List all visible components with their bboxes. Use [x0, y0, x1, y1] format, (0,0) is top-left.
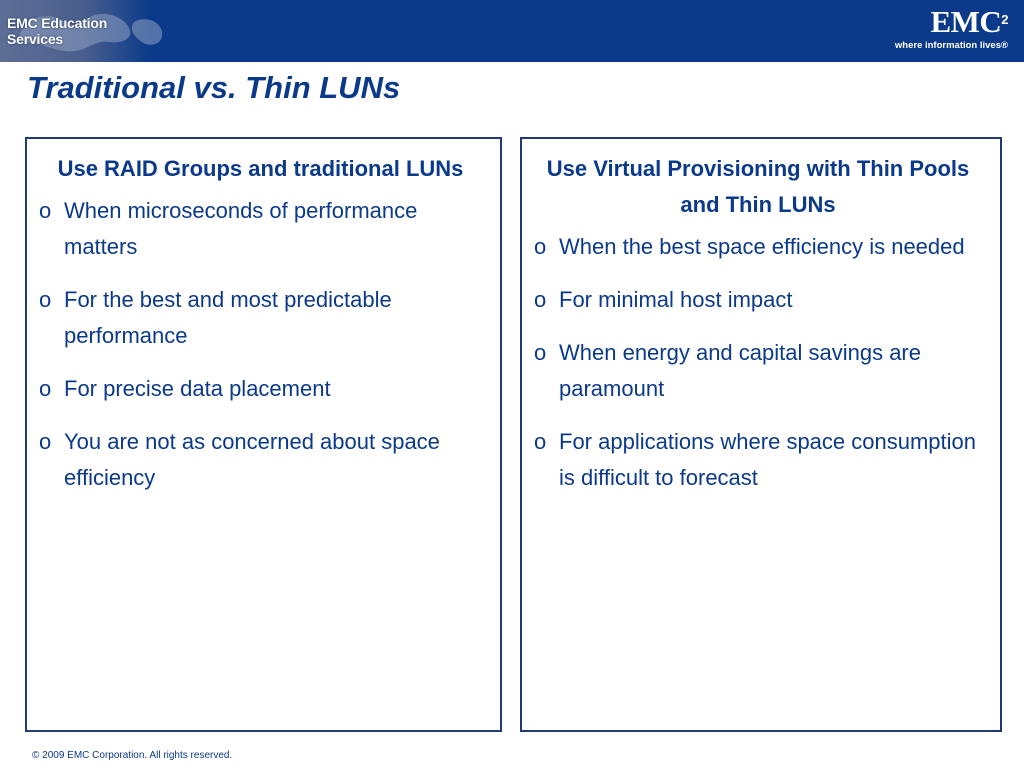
emc-logo-superscript: 2	[1001, 12, 1008, 27]
bullet-list	[39, 193, 478, 496]
brand-panel	[0, 0, 150, 62]
bullet-text: For minimal host impact	[559, 287, 793, 312]
copyright-footer: © 2009 EMC Corporation. All rights reserved.	[32, 750, 233, 761]
bullet-text: You are not as concerned about space efficiency	[64, 429, 440, 490]
emc-logo	[888, 6, 1008, 56]
panel-heading: Use RAID Groups and traditional LUNs	[57, 156, 464, 181]
list-item	[39, 424, 478, 496]
circle-o-icon: o	[39, 198, 52, 223]
bullet-list	[534, 229, 978, 496]
bullet-text: For the best and most predictable performance	[64, 287, 392, 348]
emc-tagline: where information lives®	[894, 40, 1008, 51]
brand-left-text: EMC Education Services	[7, 15, 108, 47]
panel-heading: Use Virtual Provisioning with Thin Pools and Thin LUNs	[546, 156, 970, 217]
circle-o-icon: o	[39, 287, 52, 312]
circle-o-icon: o	[534, 429, 547, 454]
circle-o-icon: o	[534, 234, 547, 259]
bullet-text: When energy and capital savings are paramount	[559, 340, 921, 401]
emc-logo-text: EMC	[930, 4, 1002, 39]
bullet-text: When microseconds of performance matters	[64, 198, 418, 259]
list-item	[534, 424, 978, 496]
emc-logo-wordmark	[930, 6, 1008, 38]
list-item	[39, 193, 478, 265]
circle-o-icon: o	[534, 340, 547, 365]
list-item	[534, 335, 978, 407]
list-item	[39, 371, 478, 407]
slide-title: Traditional vs. Thin LUNs	[27, 70, 401, 105]
list-item	[39, 282, 478, 354]
panel-thin-luns	[520, 137, 1002, 732]
bullet-text: For applications where space consumption is difficult to forecast	[559, 429, 977, 490]
list-item	[534, 229, 978, 265]
bullet-text: For precise data placement	[64, 376, 331, 401]
list-item	[534, 282, 978, 318]
circle-o-icon: o	[39, 376, 52, 401]
bullet-text: When the best space efficiency is needed	[559, 234, 965, 259]
circle-o-icon: o	[39, 429, 52, 454]
circle-o-icon: o	[534, 287, 547, 312]
header-banner	[0, 0, 1024, 62]
panel-traditional-luns	[25, 137, 502, 732]
